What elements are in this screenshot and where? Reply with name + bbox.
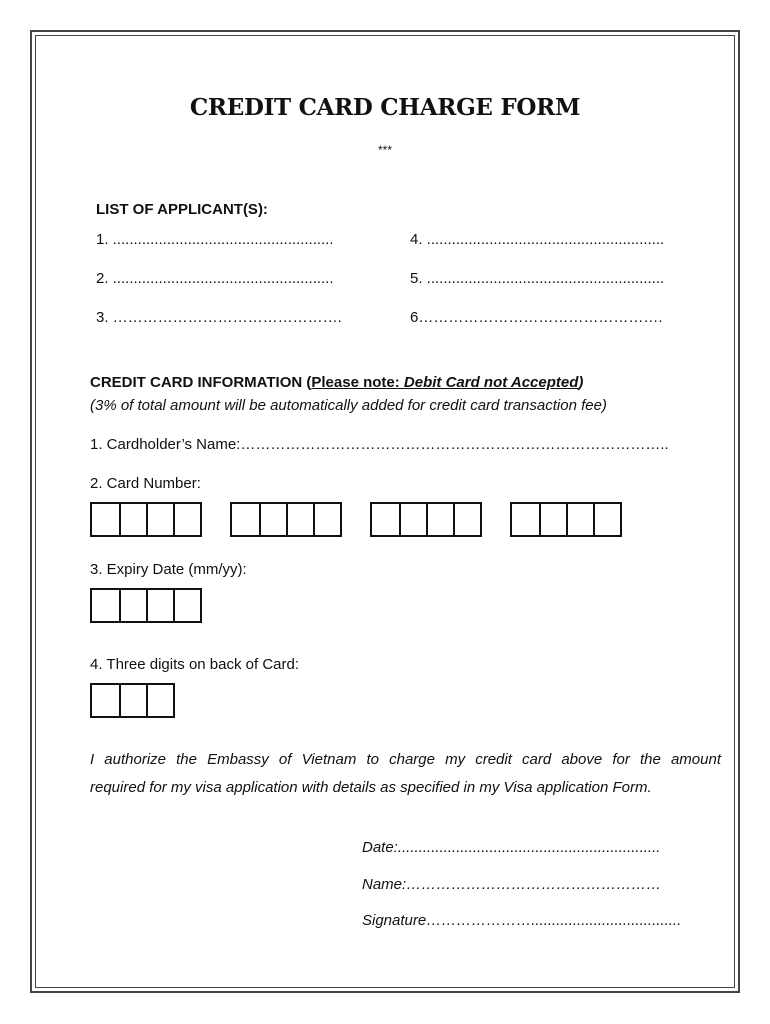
card-number-digit[interactable] (426, 502, 455, 537)
card-number-digit[interactable] (173, 502, 202, 537)
expiry-date-label: 3. Expiry Date (mm/yy): (90, 561, 247, 578)
fee-note: (3% of total amount will be automatically added for credit card transaction fee) (90, 397, 607, 414)
card-number-group-1 (90, 502, 200, 537)
cvv-digit[interactable] (146, 683, 175, 718)
signature-line[interactable]: Signature………………….................................... (362, 912, 682, 929)
cardholder-name-line[interactable]: 1. Cardholder’s Name:………………………………………………………………………….. (90, 436, 669, 453)
cvv-digit[interactable] (119, 683, 148, 718)
cvv-boxes (90, 683, 173, 718)
applicant-line-5[interactable]: 5. ......................................................... (410, 270, 665, 287)
authorization-line-1: I authorize the Embassy of Vietnam to charge my credit card above for the amount (90, 751, 721, 768)
card-number-digit[interactable] (313, 502, 342, 537)
card-info-note (311, 374, 578, 391)
applicants-heading: LIST OF APPLICANT(S): (96, 201, 268, 218)
expiry-digit[interactable] (173, 588, 202, 623)
applicant-line-2[interactable]: 2. ..................................................... (96, 270, 334, 287)
card-info-note-value: Debit Card not Accepted (403, 374, 579, 391)
card-number-digit[interactable] (399, 502, 428, 537)
card-info-heading (90, 374, 583, 391)
card-number-digit[interactable] (230, 502, 261, 537)
card-info-note-label: Please note: (311, 374, 404, 391)
applicant-line-3[interactable]: 3. ………………………………………. (96, 309, 342, 326)
expiry-digit[interactable] (146, 588, 175, 623)
applicant-line-6[interactable]: 6…………………………………………. (410, 309, 663, 326)
card-number-group-4 (510, 502, 620, 537)
card-number-group-3 (370, 502, 480, 537)
authorization-line-2: required for my visa application with details as specified in my Visa application Form. (90, 779, 652, 796)
card-number-digit[interactable] (510, 502, 541, 537)
authorization-statement (90, 746, 721, 802)
name-line[interactable]: Name:…………………………………………… (362, 876, 662, 893)
card-number-digit[interactable] (146, 502, 175, 537)
card-number-digit[interactable] (566, 502, 595, 537)
card-number-digit[interactable] (539, 502, 568, 537)
card-info-heading-suffix: ) (578, 374, 584, 391)
expiry-digit[interactable] (119, 588, 148, 623)
card-number-digit[interactable] (593, 502, 622, 537)
title-separator: *** (377, 143, 392, 157)
cvv-label: 4. Three digits on back of Card: (90, 656, 300, 673)
card-number-label: 2. Card Number: (90, 475, 201, 492)
card-number-digit[interactable] (90, 502, 121, 537)
card-number-digit[interactable] (259, 502, 288, 537)
card-number-digit[interactable] (119, 502, 148, 537)
date-line[interactable]: Date:............................................................... (362, 839, 661, 856)
applicant-line-1[interactable]: 1. ..................................................... (96, 231, 334, 248)
card-number-digit[interactable] (453, 502, 482, 537)
form-title: CREDIT CARD CHARGE FORM (189, 94, 581, 121)
expiry-date-boxes (90, 588, 200, 623)
expiry-digit[interactable] (90, 588, 121, 623)
card-info-heading-prefix: CREDIT CARD INFORMATION ( (90, 374, 312, 391)
card-number-digit[interactable] (286, 502, 315, 537)
applicant-line-4[interactable]: 4. ......................................................... (410, 231, 665, 248)
cvv-digit[interactable] (90, 683, 121, 718)
card-number-digit[interactable] (370, 502, 401, 537)
card-number-group-2 (230, 502, 340, 537)
